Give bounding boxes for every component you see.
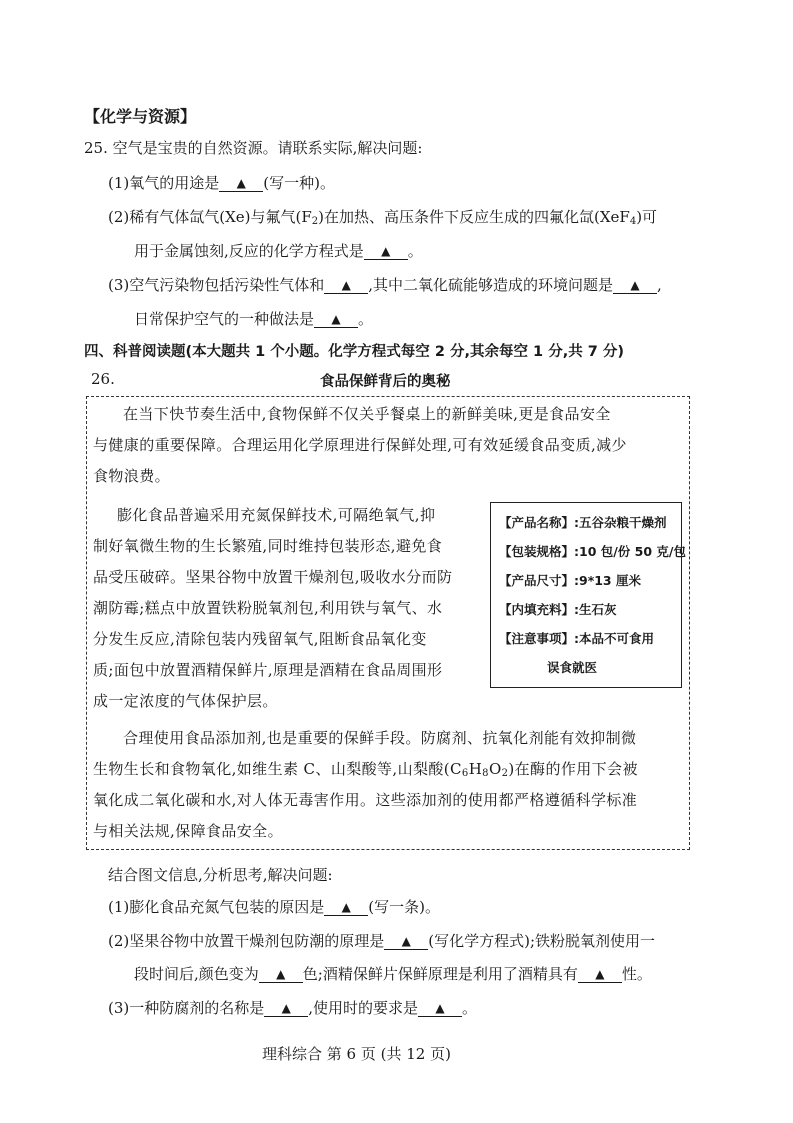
para2-line: 分发生反应,清除包装内残留氧气,阻断食品氧化变 xyxy=(93,630,427,648)
para2-line: 制好氧微生物的生长繁殖,同时维持包装形态,避免食 xyxy=(93,537,443,555)
label-package-spec: 【包装规格】:10 包/份 50 克/包 xyxy=(499,544,686,559)
label-product-size: 【产品尺寸】:9*13 厘米 xyxy=(499,573,641,588)
q25-part2-line2: 用于金属蚀刻,反应的化学方程式是 ▲ 。 xyxy=(134,242,423,260)
para3-line: 氧化成二氧化碳和水,对人体无毒害作用。这些添加剂的使用都严格遵循科学标准 xyxy=(93,791,638,809)
answer-blank[interactable]: ▲ xyxy=(324,278,368,294)
answer-blank[interactable]: ▲ xyxy=(324,900,368,916)
para2-line: 潮防霉;糕点中放置铁粉脱氧剂包,利用铁与氧气、水 xyxy=(93,599,443,617)
label-notice: 【注意事项】:本品不可食用 xyxy=(499,631,654,646)
answer-blank[interactable]: ▲ xyxy=(613,278,657,294)
q25-part1: (1)氧气的用途是 ▲ (写一种)。 xyxy=(108,174,335,192)
para2-line: 膨化食品普遍采用充氮保鲜技术,可隔绝氧气,抑 xyxy=(117,506,436,524)
answer-blank[interactable]: ▲ xyxy=(314,312,358,328)
q26-number: 26. xyxy=(91,370,115,388)
answer-blank[interactable]: ▲ xyxy=(384,934,428,950)
q26-part1: (1)膨化食品充氮气包装的原因是 ▲ (写一条)。 xyxy=(108,898,440,916)
para2-line: 成一定浓度的气体保护层。 xyxy=(93,692,278,710)
para1-line: 食物浪费。 xyxy=(93,467,171,485)
passage-title: 食品保鲜背后的奥秘 xyxy=(320,374,451,390)
answer-blank[interactable]: ▲ xyxy=(364,244,408,260)
q26-intro: 结合图文信息,分析思考,解决问题: xyxy=(108,866,333,884)
label-filling: 【内填充料】:生石灰 xyxy=(499,602,617,617)
label-product-name: 【产品名称】:五谷杂粮干燥剂 xyxy=(499,515,667,530)
q25-stem: 25. 空气是宝贵的自然资源。请联系实际,解决问题: xyxy=(84,139,423,157)
q25-part2-line1: (2)稀有气体氙气(Xe)与氟气$(F_2)$在加热、高压条件下反应生成的四氟化氙(XeF$_4$)可 xyxy=(108,208,658,227)
q26-part2-line2: 段时间后,颜色变为 ▲ 色;酒精保鲜片保鲜原理是利用了酒精具有 ▲ 性。 xyxy=(134,965,652,983)
q26-part3: (3)一种防腐剂的名称是 ▲ ,使用时的要求是 ▲ 。 xyxy=(108,999,478,1017)
answer-blank[interactable]: ▲ xyxy=(264,1001,308,1017)
para3-line: 生物生长和食物氧化,如维生素 C、山梨酸等,山梨酸$(C_6H_8O_2)$在酶的作用下会被 xyxy=(93,760,638,779)
section-header: 【化学与资源】 xyxy=(84,107,197,126)
answer-blank[interactable]: ▲ xyxy=(259,967,303,983)
section-heading: 四、科普阅读题(本大题共 1 个小题。化学方程式每空 2 分,其余每空 1 分,共 7 分) xyxy=(84,344,625,360)
answer-blank[interactable]: ▲ xyxy=(219,176,263,192)
q25-part3-line1: (3)空气污染物包括污染性气体和 ▲ ,其中二氧化硫能够造成的环境问题是 ▲ , xyxy=(108,276,662,294)
para3-line: 合理使用食品添加剂,也是重要的保鲜手段。防腐剂、抗氧化剂能有效抑制微 xyxy=(123,729,637,747)
page-footer: 理科综合 第 6 页 (共 12 页) xyxy=(262,1045,451,1063)
para2-line: 品受压破碎。坚果谷物中放置干燥剂包,吸收水分而防 xyxy=(93,568,453,586)
answer-blank[interactable]: ▲ xyxy=(578,967,622,983)
q25-part3-line2: 日常保护空气的一种做法是 ▲ 。 xyxy=(134,310,374,328)
para2-line: 质;面包中放置酒精保鲜片,原理是酒精在食品周围形 xyxy=(93,661,443,679)
para3-line: 与相关法规,保障食品安全。 xyxy=(93,822,283,840)
q26-part2-line1: (2)坚果谷物中放置干燥剂包防潮的原理是 ▲ (写化学方程式);铁粉脱氧剂使用一 xyxy=(108,932,656,950)
para1-line: 与健康的重要保障。合理运用化学原理进行保鲜处理,可有效延缓食品变质,减少 xyxy=(93,436,627,454)
label-notice-line2: 误食就医 xyxy=(547,660,598,675)
para1-line: 在当下快节奏生活中,食物保鲜不仅关乎餐桌上的新鲜美味,更是食品安全 xyxy=(123,405,611,423)
answer-blank[interactable]: ▲ xyxy=(418,1001,462,1017)
product-label xyxy=(490,502,686,688)
